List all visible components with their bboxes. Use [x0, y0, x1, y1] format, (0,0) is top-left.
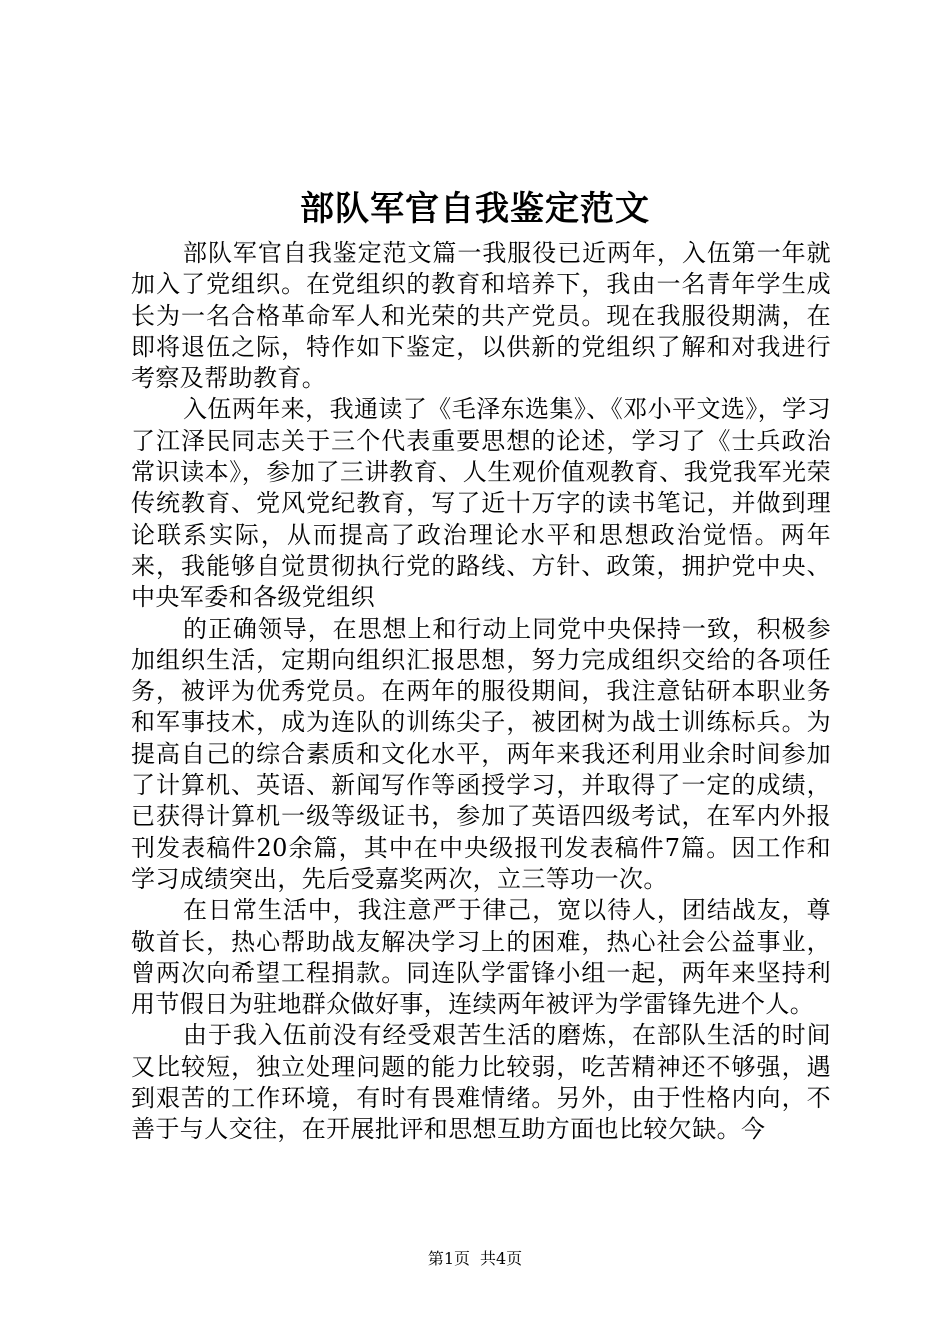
page-footer	[0, 1248, 950, 1270]
document-body	[131, 238, 831, 1146]
paragraph-3: 的正确领导，在思想上和行动上同党中央保持一致，积极参加组织生活，定期向组织汇报思想，努力完成组织交给的各项任务，被评为优秀党员。在两年的服役期间，我注意钻研本职业务和军事技术，成为连队的训练尖子，被团树为战士训练标兵。为提高自己的综合素质和文化水平，两年来我还利用业余时间参加了计算机、英语、新闻写作等函授学习，并取得了一定的成绩，已获得计算机一级等级证书，参加了英语四级考试，在军内外报刊发表稿件20余篇，其中在中央级报刊发表稿件7篇。因工作和学习成绩突出，先后受嘉奖两次，立三等功一次。	[131, 614, 831, 893]
paragraph-1: 部队军官自我鉴定范文篇一我服役已近两年，入伍第一年就加入了党组织。在党组织的教育和培养下，我由一名青年学生成长为一名合格革命军人和光荣的共产党员。现在我服役期满，在即将退伍之际，特作如下鉴定，以供新的党组织了解和对我进行考察及帮助教育。	[131, 239, 831, 393]
paragraph-5: 由于我入伍前没有经受艰苦生活的磨炼，在部队生活的时间又比较短，独立处理问题的能力比较弱，吃苦精神还不够强，遇到艰苦的工作环境，有时有畏难情绪。另外，由于性格内向，不善于与人交往，在开展批评和思想互助方面也比较欠缺。今	[131, 1021, 831, 1144]
document-title: 部队军官自我鉴定范文	[300, 189, 650, 229]
paragraph-4: 在日常生活中，我注意严于律己，宽以待人，团结战友，尊敬首长，热心帮助战友解决学习上的困难，热心社会公益事业，曾两次向希望工程捐款。同连队学雷锋小组一起，两年来坚持利用节假日为驻地群众做好事，连续两年被评为学雷锋先进个人。	[131, 896, 831, 1019]
page-total: 共4页	[480, 1249, 523, 1268]
page-number: 第1页	[427, 1249, 470, 1268]
paragraph-2: 入伍两年来，我通读了《毛泽东选集》、《邓小平文选》，学习了江泽民同志关于三个代表重要思想的论述，学习了《士兵政治常识读本》，参加了三讲教育、人生观价值观教育、我党我军光荣传统教育、党风党纪教育，写了近十万字的读书笔记，并做到理论联系实际，从而提高了政治理论水平和思想政治觉悟。两年来，我能够自觉贯彻执行党的路线、方针、政策，拥护党中央、中央军委和各级党组织	[131, 395, 831, 612]
